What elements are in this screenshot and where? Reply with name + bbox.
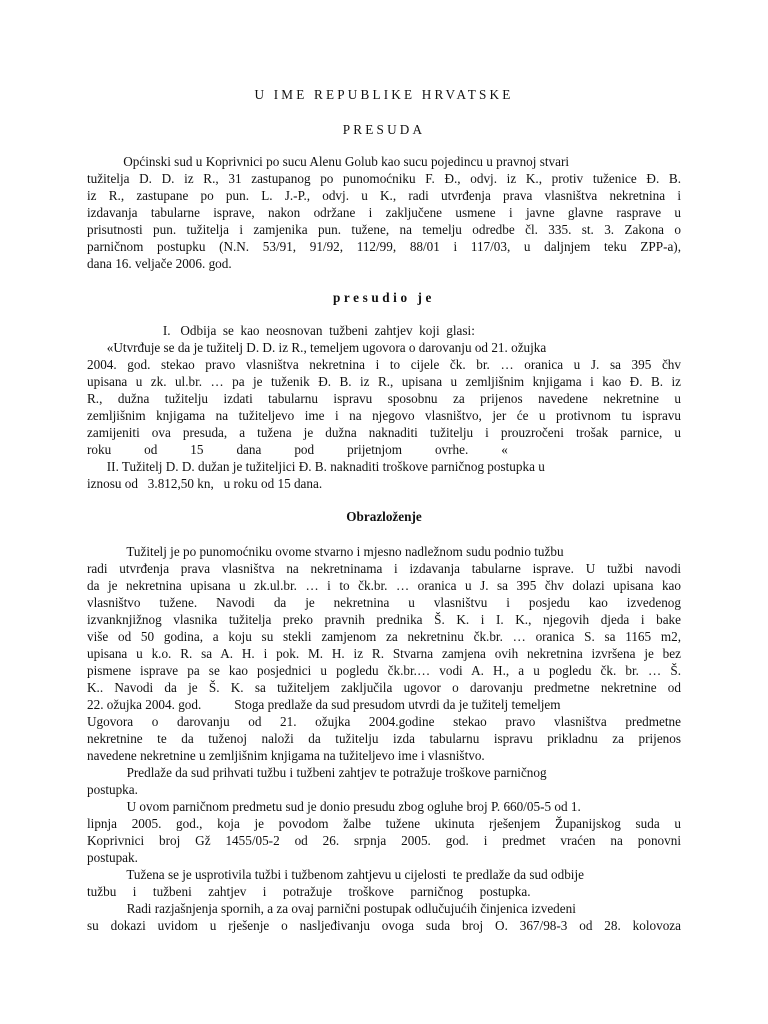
text-line: U ovom parničnom predmetu sud je donio presudu zbog ogluhe broj P. 660/05-5 od 1. bbox=[87, 799, 581, 814]
text-line: Ugovora o darovanju od 21. ožujka 2004.godine stekao pravo vlasništva predmetne bbox=[87, 714, 681, 729]
text-line: nekretnine te da tuženoj naloži da tužitelju izda tabularnu ispravu prikladnu za prijenos bbox=[87, 731, 681, 746]
text-line: navedene nekretnine u zemljišnim knjigama na tužiteljevo ime i vlasništvo. bbox=[87, 748, 485, 763]
text-line: II. Tužitelj D. D. dužan je tužiteljici Đ. B. naknaditi troškove parničnog postupka u bbox=[87, 459, 545, 474]
ruling-heading: presudio je bbox=[332, 290, 435, 305]
text-line: vlasništvo tužene. Navodi da je nekretnina u vlasništvu i posjedu kao izvedenog bbox=[87, 595, 681, 610]
text-line: postupka. bbox=[87, 782, 138, 797]
text-line: I. Odbija se kao neosnovan tužbeni zahtjev koji glasi: bbox=[87, 323, 475, 338]
text-line: dana 16. veljače 2006. god. bbox=[87, 256, 232, 271]
text-line: su dokazi uvidom u rješenje o nasljeđivanju ovoga suda broj O. 367/98-3 od 28. kolovoza bbox=[87, 918, 681, 933]
text-line: tužitelja D. D. iz R., 31 zastupanog po punomoćniku F. Đ., odvj. iz K., protiv tuženice Đ. B. bbox=[87, 171, 681, 186]
text-line: lipnja 2005. god., koja je povodom žalbe tužene ukinuta rješenjem Županijskog suda u bbox=[87, 816, 681, 831]
text-line: tužbu i tužbeni zahtjev i potražuje troškove parničnog postupka. bbox=[87, 884, 531, 899]
text-line: «Utvrđuje se da je tužitelj D. D. iz R., temeljem ugovora o darovanju od 21. ožujka bbox=[87, 340, 547, 355]
verdict-title: PRESUDA bbox=[342, 122, 426, 137]
text-line: da je nekretnina upisana u zk.ul.br. … i to čk.br. … oranica u J. sa 395 čhv dolazi upisana kao bbox=[87, 578, 681, 593]
text-line: prisutnosti pun. tužitelja i zamjenika pun. tužene, na temelju odredbe čl. 335. st. 3. Zakona o bbox=[87, 222, 681, 237]
text-line: Tužitelj je po punomoćniku ovome stvarno i mjesno nadležnom sudu podnio tužbu bbox=[87, 544, 564, 559]
text-line: Tužena se je usprotivila tužbi i tužbenom zahtjevu u cijelosti te predlaže da sud odbije bbox=[87, 867, 584, 882]
reasoning-paragraph bbox=[87, 543, 681, 934]
text-line: roku od 15 dana pod prijetnjom ovrhe. « bbox=[87, 442, 508, 457]
text-line: više od 50 godina, a koju su stekli zamjenom za nekretninu čk.br. … oranica S. sa 1165 m2, bbox=[87, 629, 681, 644]
text-line: upisana u zk. ul.br. … pa je tuženik Đ. B. iz R., upisana u zemljišnim knjigama i kao Đ. B. iz bbox=[87, 374, 681, 389]
text-line: R., dužna tužitelju izdati tabularnu ispravu sposobnu za prijenos navedene nekretnine u bbox=[87, 391, 681, 406]
text-line: zamijeniti ova presuda, a tužena je dužna naknaditi tužitelju i prouzročeni trošak parnice, u bbox=[87, 425, 681, 440]
text-line: Radi razjašnjenja spornih, a za ovaj parnični postupak odlučujućih činjenica izvedeni bbox=[87, 901, 576, 916]
ruling-paragraph bbox=[87, 322, 681, 492]
text-line: izdavanja tabularne isprave, nakon održane i zaključene usmene i javne glavne rasprave u bbox=[87, 205, 681, 220]
text-line: radi utvrđenja prava vlasništva na nekretninama i izdavanja tabularne isprave. U tužbi navodi bbox=[87, 561, 681, 576]
text-line: pismene isprave pa se kao posjednici u pogledu čk.br.… vodi A. H., a u pogledu čk. br. … Š. bbox=[87, 663, 681, 678]
text-line: parničnom postupku (N.N. 53/91, 91/92, 112/99, 88/01 i 117/03, u daljnjem teku ZPP-a), bbox=[87, 239, 681, 254]
text-line: Predlaže da sud prihvati tužbu i tužbeni zahtjev te potražuje troškove parničnog bbox=[87, 765, 547, 780]
text-line: Koprivnici broj Gž 1455/05-2 od 26. srpnja 2005. god. i predmet vraćen na ponovni bbox=[87, 833, 681, 848]
title-line: U IME REPUBLIKE HRVATSKE bbox=[254, 87, 514, 102]
text-line: iz R., zastupane po pun. L. J.-P., odvj. u K., radi utvrđenja prava vlasništva nekretnina i bbox=[87, 188, 681, 203]
text-line: Općinski sud u Koprivnici po sucu Alenu Golub kao sucu pojedincu u pravnoj stvari bbox=[87, 154, 570, 169]
text-line: izvanknjižnog vlasnika tužitelja preko pravnih prednika Š. K. i I. K., njegovih djeda i bake bbox=[87, 612, 681, 627]
text-line: postupak. bbox=[87, 850, 138, 865]
text-line: zemljišnim knjigama na tužiteljevo ime i na njegovo vlasništvo, jer će u protivnom tu ispravu bbox=[87, 408, 681, 423]
text-line: 22. ožujka 2004. god. Stoga predlaže da sud presudom utvrdi da je tužitelj temeljem bbox=[87, 697, 561, 712]
text-line: K.. Navodi da je Š. K. sa tužiteljem zaključila ugovor o darovanju predmetne nekretnine od bbox=[87, 680, 681, 695]
reasoning-heading: Obrazloženje bbox=[346, 509, 422, 524]
intro-paragraph bbox=[87, 153, 681, 272]
text-line: iznosu od 3.812,50 kn, u roku od 15 dana. bbox=[87, 476, 323, 491]
text-line: 2004. god. stekao pravo vlasništva nekretnina i to cijele čk. br. … oranica u J. sa 395 čhv bbox=[87, 357, 681, 372]
text-line: upisana u k.o. R. sa A. H. i pok. M. H. iz R. Stvarna zamjena ovih nekretnina izvršena je bez bbox=[87, 646, 681, 661]
